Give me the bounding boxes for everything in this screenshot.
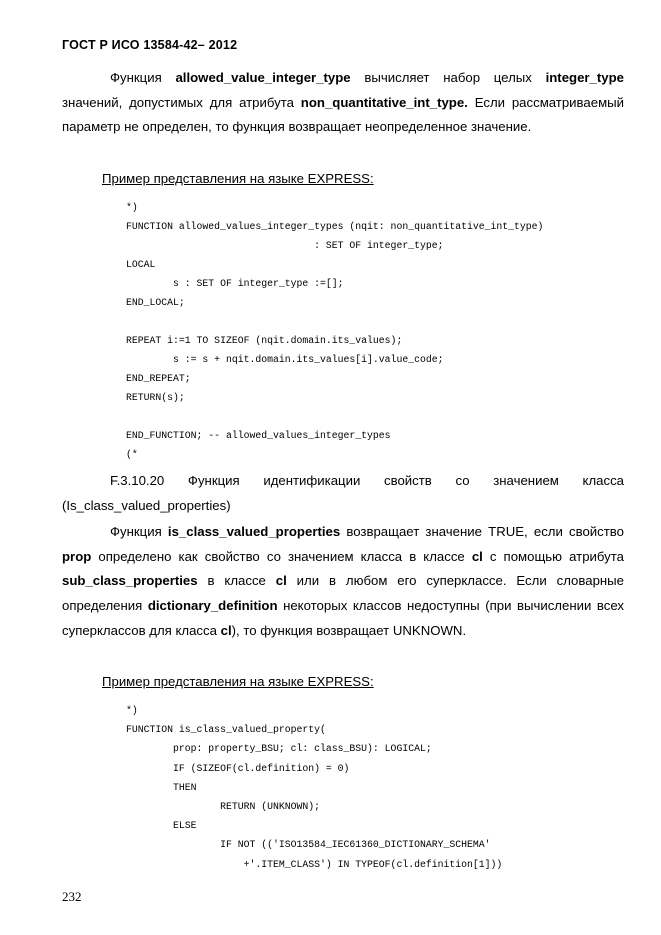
text-run: или в любом его суперклассе. Если словарные определения [62, 573, 624, 614]
term-cl: cl [471, 548, 483, 564]
paragraph-allowed-value [62, 66, 624, 140]
text-run: ), то функция возвращает UNKNOWN. [231, 622, 467, 638]
code-line: IF (SIZEOF(cl.definition) = 0) [126, 762, 350, 774]
code-block-2 [126, 701, 502, 874]
text-run: вычисляет набор целых [350, 70, 546, 85]
code-line: RETURN(s); [126, 392, 185, 403]
code-line: IF NOT (('ISO13584_IEC61360_DICTIONARY_SCHEMA' [126, 839, 491, 851]
code-block-1 [126, 198, 543, 464]
code-line: ELSE [126, 820, 197, 832]
text-run: Функция [110, 524, 168, 539]
paragraph-is-class-valued [62, 520, 624, 644]
term-allowed-value-integer-type: allowed_value_integer_type [175, 70, 351, 85]
text-run: значений, допустимых для атрибута [62, 94, 301, 110]
code-line: *) [126, 705, 138, 716]
code-line: *) [126, 202, 138, 213]
text-run: некоторых классов недоступны (при вычислении всех суперклассов для класса [62, 598, 624, 638]
code-line: prop: property_BSU; cl: class_BSU): LOGICAL; [126, 743, 432, 755]
text-run: Если рассматриваемый параметр не определен, то функция возвращает неопределенное значение. [62, 94, 624, 135]
example-label-2: Пример представления на языке EXPRESS: [102, 674, 374, 689]
term-cl: cl [220, 622, 232, 638]
text-run: с помощью атрибута [482, 548, 624, 564]
term-sub-class-properties: sub_class_properties [62, 573, 198, 589]
code-line: END_REPEAT; [126, 373, 191, 384]
code-line: REPEAT i:=1 TO SIZEOF (nqit.domain.its_values); [126, 335, 403, 346]
code-line: : SET OF integer_type; [126, 240, 444, 251]
text-run: возвращает значение TRUE, если свойство [340, 524, 624, 539]
code-line: (* [126, 449, 138, 460]
code-line [126, 312, 543, 331]
term-cl: cl [275, 573, 287, 589]
code-line: s : SET OF integer_type :=[]; [126, 278, 344, 289]
term-prop: prop [62, 548, 92, 564]
text-run: в классе [197, 573, 276, 589]
code-line: +'.ITEM_CLASS') IN TYPEOF(cl.definition[1])) [126, 858, 503, 870]
page-header: ГОСТ Р ИСО 13584-42– 2012 [62, 38, 238, 52]
code-line: LOCAL [126, 259, 156, 270]
code-line: FUNCTION is_class_valued_property( [126, 724, 326, 736]
text-run: определено как свойство со значением класса в классе [91, 548, 472, 564]
code-line: FUNCTION allowed_values_integer_types (nqit: non_quantitative_int_type) [126, 221, 544, 232]
code-line: THEN [126, 781, 197, 793]
text-run: Функция [110, 70, 176, 85]
term-non-quantitative-int-type: non_quantitative_int_type. [300, 94, 468, 110]
page-number: 232 [62, 889, 82, 904]
term-is-class-valued-properties: is_class_valued_properties [167, 524, 341, 539]
section-heading: F.3.10.20 Функция идентификации свойств со значением класса (Is_class_valued_properties) [62, 473, 624, 513]
code-line: END_FUNCTION; -- allowed_values_integer_types [126, 430, 391, 441]
code-line: END_LOCAL; [126, 297, 185, 308]
code-line: s := s + nqit.domain.its_values[i].value_code; [126, 354, 444, 365]
code-line [126, 407, 543, 426]
term-integer-type: integer_type [545, 70, 624, 85]
example-label-1: Пример представления на языке EXPRESS: [102, 171, 374, 186]
code-line: RETURN (UNKNOWN); [126, 801, 321, 813]
term-dictionary-definition: dictionary_definition [147, 598, 278, 614]
